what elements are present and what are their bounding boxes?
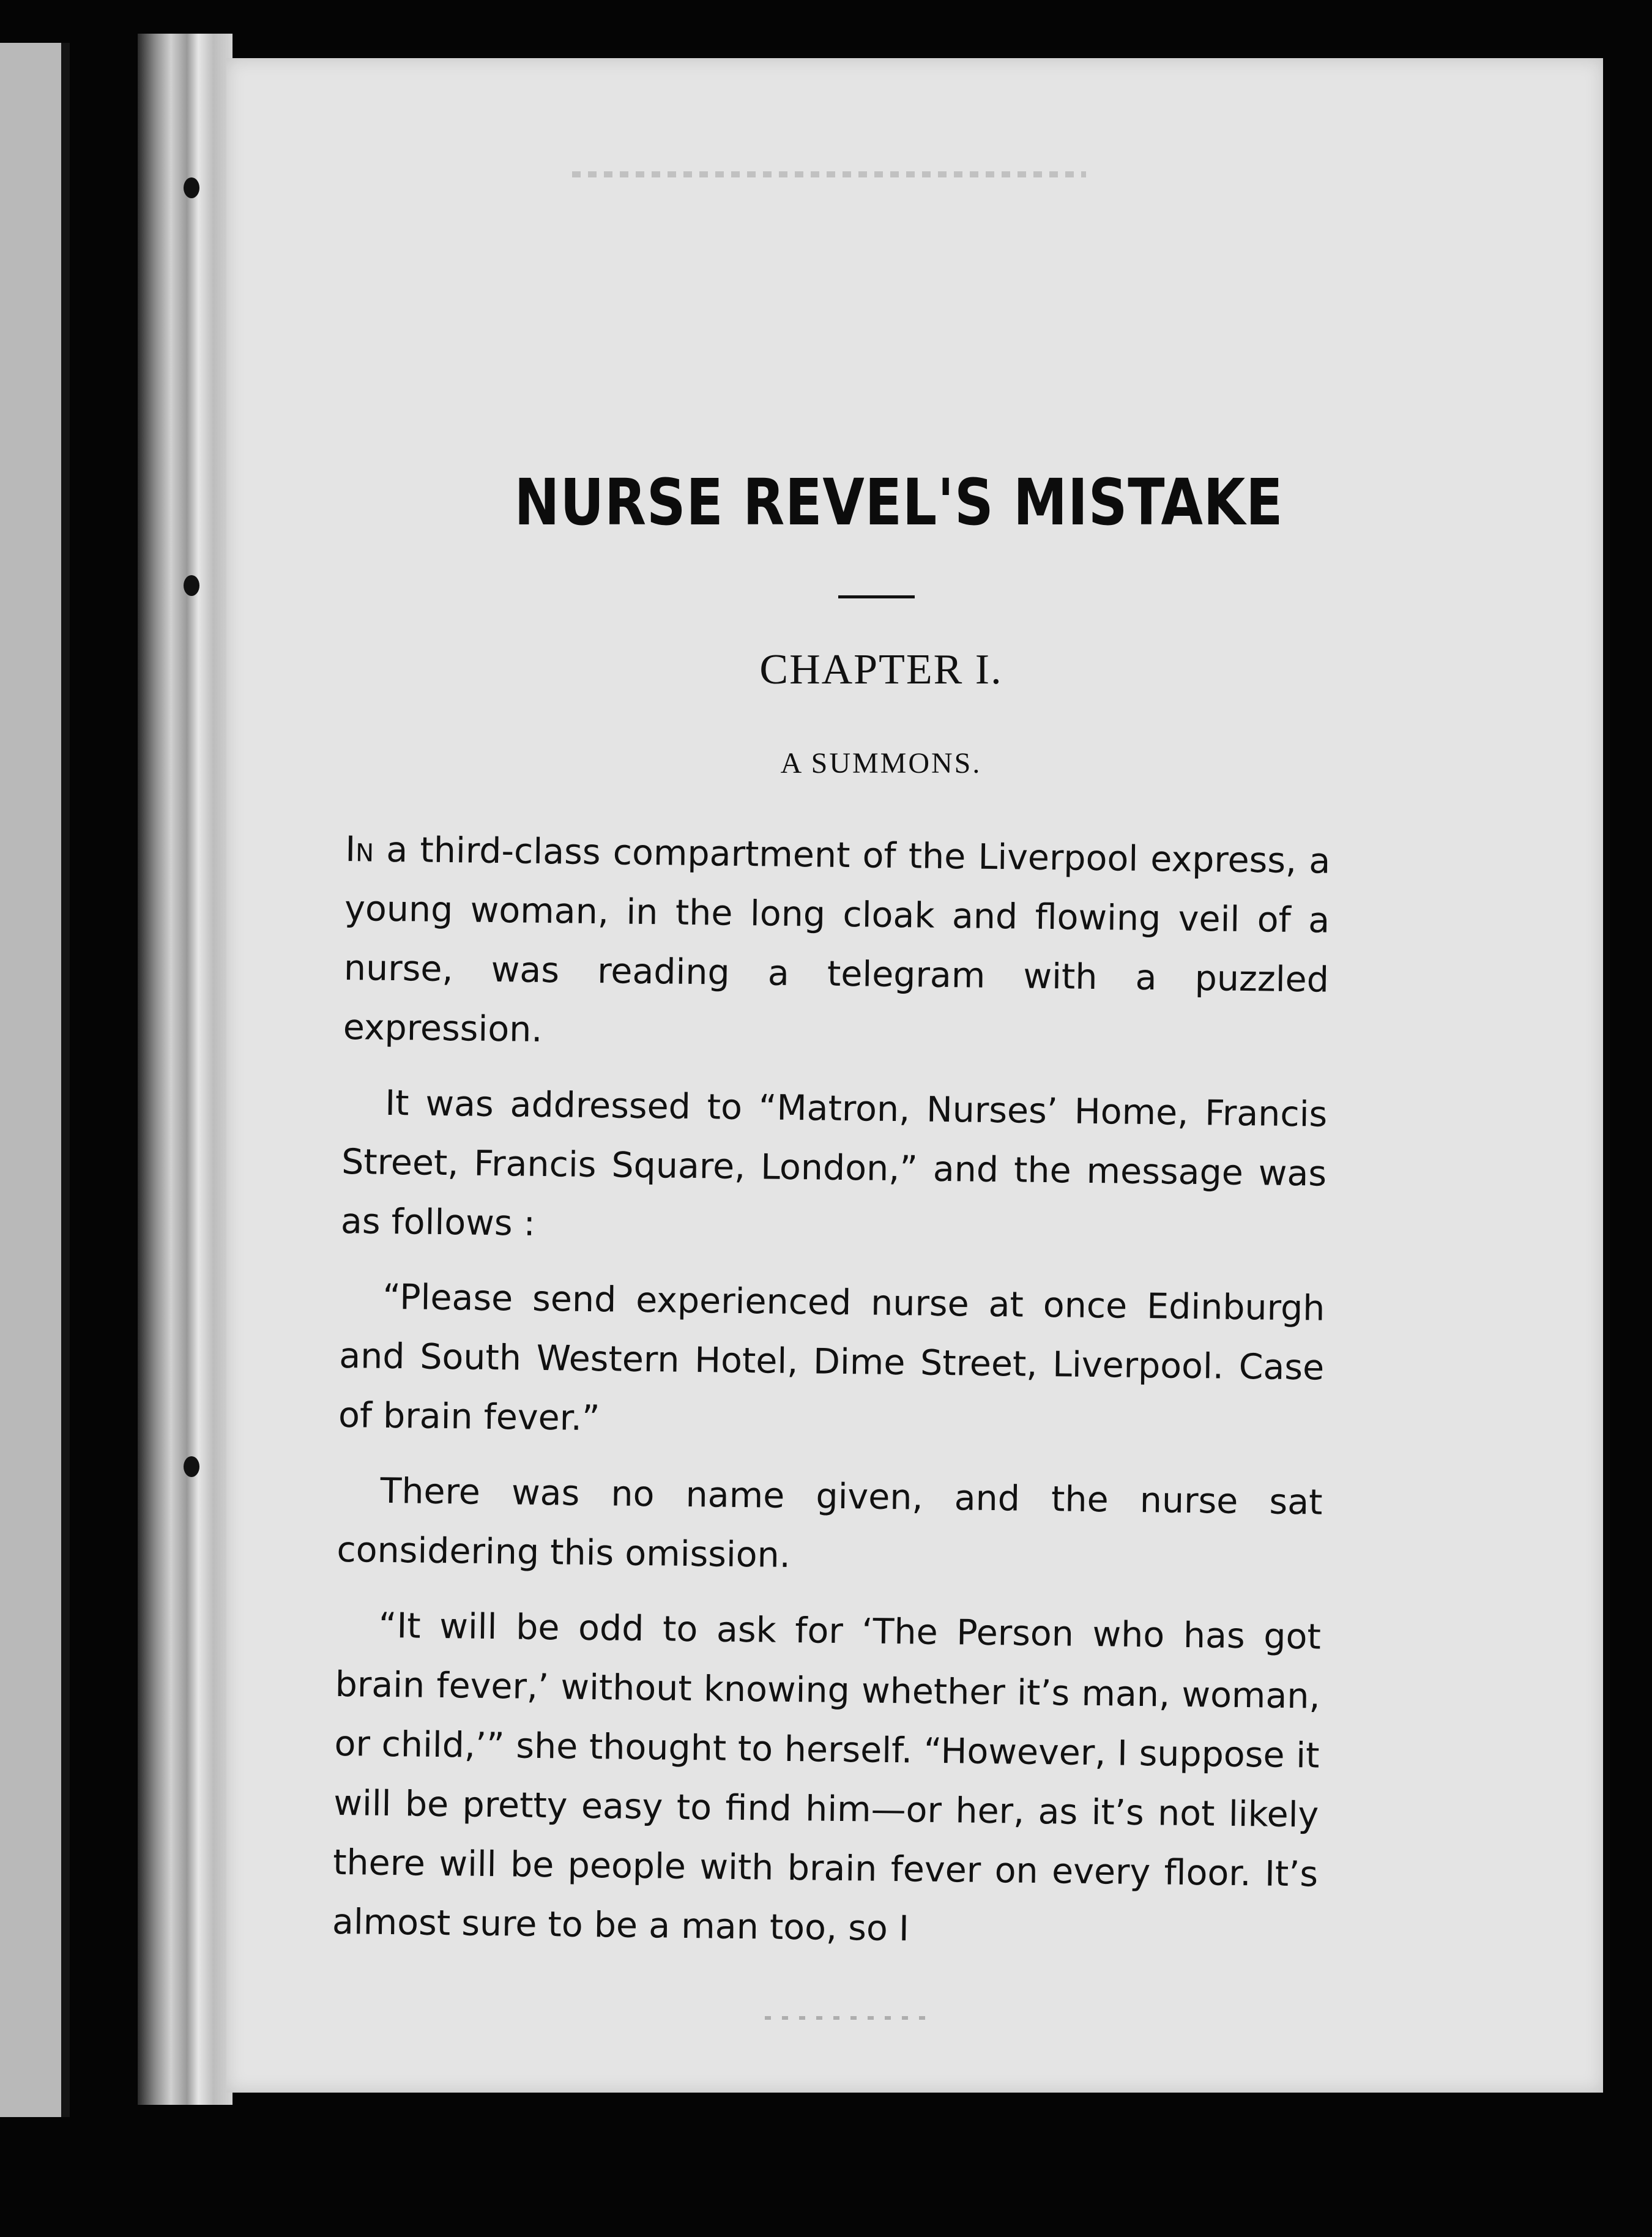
chapter-heading: CHAPTER I. xyxy=(759,646,1003,693)
drop-lead-word: In xyxy=(345,828,374,870)
bleed-through-mark xyxy=(765,2016,936,2020)
binding-stitch xyxy=(184,1456,199,1477)
title-rule xyxy=(838,595,915,598)
facing-page-edge xyxy=(0,43,70,2117)
bleed-through-mark xyxy=(572,171,1086,177)
paragraph: “It will be odd to ask for ‘The Person who has got brain fever,’ without knowing whether it’s man, woman, or child,’” she thought to herself. “However, I suppose it will be pretty easy to find him—or her, as it’s not likely there will be people with brain fever on every floor. It’s almost sure to be a man too, so I xyxy=(332,1605,1322,1949)
paragraph-text: a third-class compartment of the Liverpool express, a young woman, in the long cloak and flowing veil of a nurse, was reading a telegram with a puzzled expression. xyxy=(343,829,1331,1050)
book-title: NURSE REVEL'S MISTAKE xyxy=(514,465,1284,540)
paragraph: “Please send experienced nurse at once Edinburgh and South Western Hotel, Dime Street, Liverpool. Case of brain fever.” xyxy=(338,1276,1325,1439)
paragraph: It was addressed to “Matron, Nurses’ Home, Francis Street, Francis Square, London,” and the message was as follows : xyxy=(340,1082,1328,1244)
binding-stitch xyxy=(184,177,199,198)
paragraph xyxy=(343,820,1331,1070)
chapter-title: A SUMMONS. xyxy=(780,747,982,780)
paragraph: There was no name given, and the nurse sat considering this omission. xyxy=(337,1470,1323,1576)
book-spine xyxy=(138,34,233,2105)
binding-stitch xyxy=(184,575,199,596)
chapter-body xyxy=(332,820,1331,1980)
